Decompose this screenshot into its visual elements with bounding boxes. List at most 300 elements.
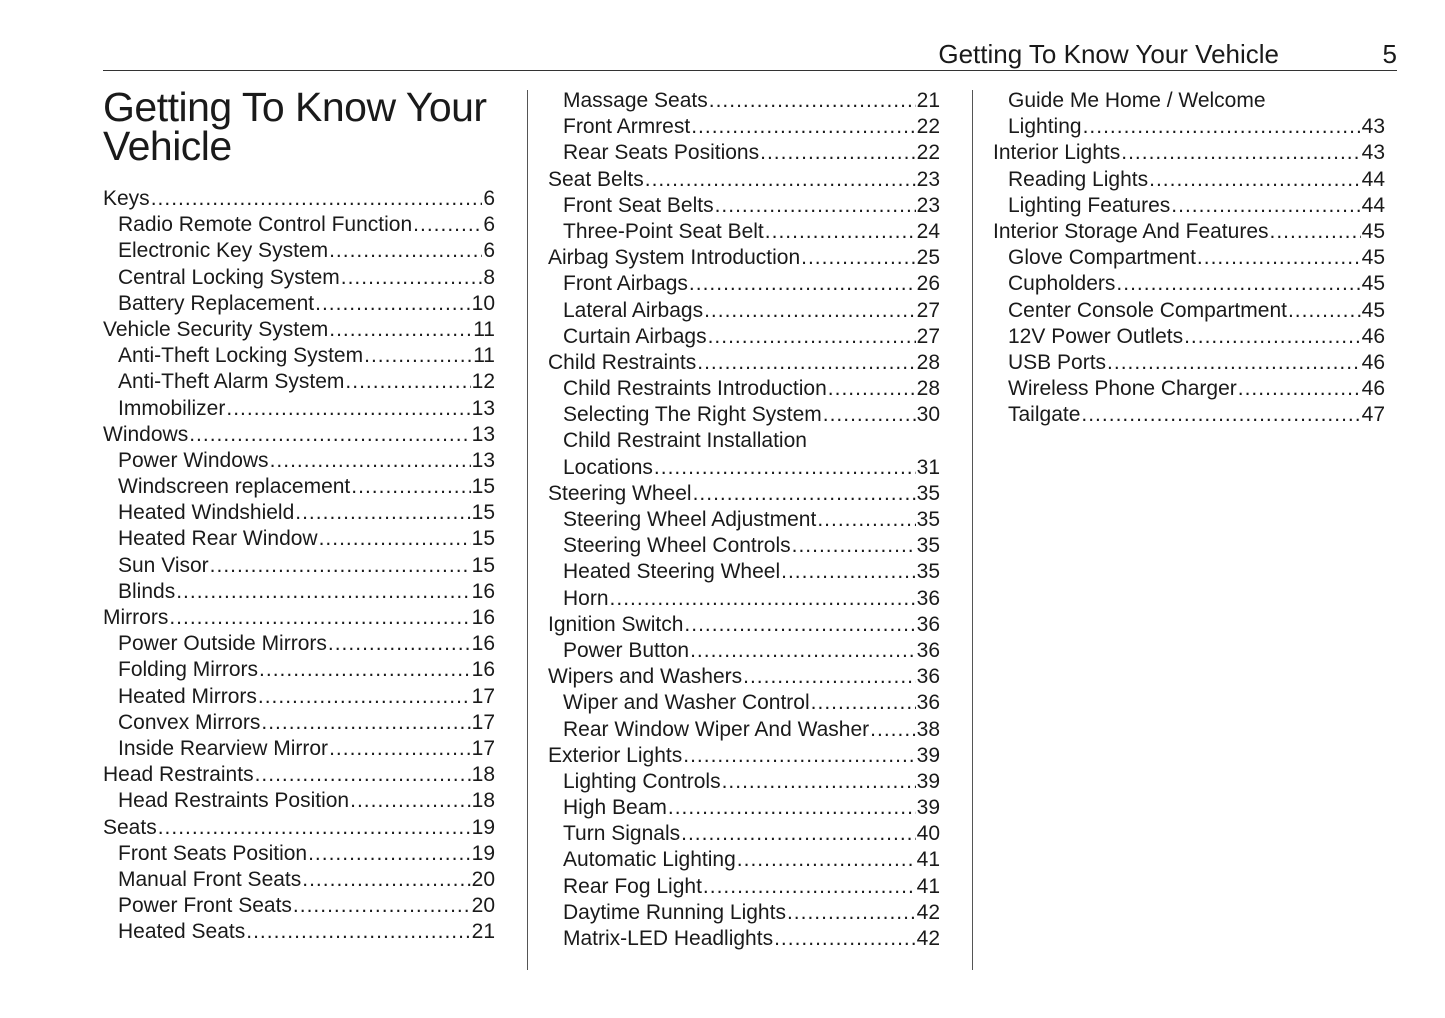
toc-entry-row — [118, 553, 495, 579]
dot-leader — [329, 238, 482, 264]
toc-entry[interactable] — [548, 114, 940, 140]
toc-entry[interactable] — [548, 795, 940, 821]
toc-entry-title: Daytime Running Lights — [563, 900, 786, 924]
toc-entry-row — [1008, 298, 1385, 324]
toc-entry-page: 45 — [1361, 219, 1385, 243]
toc-entry[interactable] — [548, 717, 940, 743]
toc-entry-row — [1008, 114, 1385, 140]
toc-entry[interactable] — [548, 743, 940, 769]
dot-leader — [1238, 376, 1361, 402]
toc-entry-row — [118, 919, 495, 945]
toc-entry-page: 21 — [916, 89, 940, 112]
toc-entry[interactable] — [103, 343, 495, 369]
dot-leader — [329, 736, 471, 762]
toc-entry-title: Radio Remote Control Function — [118, 213, 413, 237]
toc-entry-page: 20 — [471, 867, 495, 891]
dot-leader — [693, 481, 916, 507]
toc-entry-page: 15 — [471, 553, 495, 577]
toc-entry[interactable] — [548, 271, 940, 297]
toc-entry-row — [563, 926, 940, 952]
dot-leader — [270, 448, 471, 474]
toc-entry[interactable] — [103, 553, 495, 579]
toc-entry-row — [118, 238, 495, 264]
toc-entry-page: 13 — [471, 422, 495, 446]
dot-leader — [158, 815, 471, 841]
toc-entry[interactable] — [548, 900, 940, 926]
toc-entry-row — [1008, 324, 1385, 350]
toc-entry-title: Turn Signals — [563, 822, 681, 846]
header-title: Getting To Know Your Vehicle — [938, 39, 1279, 69]
toc-entry-row — [548, 664, 940, 690]
toc-entry[interactable] — [993, 271, 1385, 297]
dot-leader — [817, 507, 915, 533]
toc-entry[interactable] — [103, 736, 495, 762]
column-divider — [972, 90, 973, 970]
toc-entry[interactable] — [103, 474, 495, 500]
toc-entry[interactable] — [993, 167, 1385, 193]
toc-entry-row — [118, 343, 495, 369]
toc-entry-page: 16 — [471, 579, 495, 603]
toc-entry-page: 46 — [1361, 377, 1385, 401]
toc-entry-title: Airbag System Introduction — [548, 246, 801, 270]
toc-entry-page: 15 — [471, 527, 495, 551]
toc-entry[interactable] — [103, 657, 495, 683]
toc-entry-row — [563, 324, 940, 350]
toc-entry-title: Child Restraints — [548, 350, 697, 374]
toc-entry[interactable] — [993, 245, 1385, 271]
toc-entry-page: 36 — [916, 612, 940, 636]
toc-entry[interactable] — [548, 847, 940, 873]
toc-entry-title: Heated Rear Window — [118, 527, 318, 551]
toc-entry[interactable] — [103, 710, 495, 736]
toc-entry-title: Automatic Lighting — [563, 848, 736, 872]
dot-leader — [169, 605, 470, 631]
toc-entry-title: Electronic Key System — [118, 239, 329, 263]
toc-entry-title: Front Seats Position — [118, 841, 308, 865]
toc-entry-title: Heated Seats — [118, 920, 246, 944]
toc-entry-page: 35 — [916, 481, 940, 505]
toc-entry[interactable] — [548, 612, 940, 638]
toc-entry-title: Interior Storage And Features — [993, 219, 1269, 243]
dot-leader — [258, 684, 471, 710]
toc-entry-page: 41 — [916, 848, 940, 872]
toc-entry[interactable] — [103, 605, 495, 631]
toc-entry[interactable] — [548, 533, 940, 559]
toc-entry-page: 15 — [471, 501, 495, 525]
dot-leader — [1116, 271, 1360, 297]
toc-entry-title: Locations — [563, 455, 653, 479]
toc-entry-row — [103, 605, 495, 631]
dot-leader — [823, 402, 916, 428]
toc-entry[interactable] — [103, 762, 495, 788]
toc-entry-page: 44 — [1361, 193, 1385, 217]
dot-leader — [259, 657, 471, 683]
toc-entry-title: Anti-Theft Alarm System — [118, 370, 345, 394]
toc-entry-row — [118, 736, 495, 762]
dot-leader — [341, 265, 483, 291]
dot-leader — [351, 474, 470, 500]
toc-entry-title: Head Restraints — [103, 763, 254, 787]
dot-leader — [722, 769, 916, 795]
toc-entry-page: 17 — [471, 710, 495, 734]
toc-entry-title: Inside Rearview Mirror — [118, 736, 329, 760]
toc-entry-row — [563, 638, 940, 664]
toc-entry-page: 8 — [483, 265, 495, 289]
toc-entry[interactable] — [548, 402, 940, 428]
dot-leader — [691, 114, 915, 140]
toc-entry[interactable] — [103, 369, 495, 395]
toc-entry-title: 12V Power Outlets — [1008, 324, 1184, 348]
toc-entry-row — [563, 847, 940, 873]
toc-entry[interactable] — [103, 291, 495, 317]
dot-leader — [715, 193, 916, 219]
toc-entry[interactable] — [993, 193, 1385, 219]
toc-entry[interactable] — [103, 422, 495, 448]
dot-leader — [704, 298, 916, 324]
dot-leader — [1149, 167, 1361, 193]
toc-entry-title: Lighting Controls — [563, 769, 721, 793]
toc-entry[interactable] — [993, 88, 1385, 140]
toc-entry[interactable] — [103, 186, 495, 212]
toc-entry-title: Heated Steering Wheel — [563, 560, 781, 584]
toc-entry[interactable] — [103, 867, 495, 893]
toc-entry-page: 10 — [471, 291, 495, 315]
toc-entry[interactable] — [103, 631, 495, 657]
toc-entry-title: Battery Replacement — [118, 291, 315, 315]
toc-entry-page: 12 — [471, 370, 495, 394]
toc-entry[interactable] — [993, 324, 1385, 350]
dot-leader — [151, 186, 483, 212]
toc-list — [103, 186, 495, 945]
page-number: 5 — [1382, 39, 1397, 69]
toc-column-2 — [548, 88, 940, 970]
toc-entry[interactable] — [548, 821, 940, 847]
toc-entry-title: Windscreen replacement — [118, 475, 351, 499]
toc-entry[interactable] — [548, 88, 940, 114]
toc-entry-row — [118, 867, 495, 893]
toc-entry[interactable] — [548, 193, 940, 219]
dot-leader — [364, 343, 472, 369]
toc-entry-title: Lighting Features — [1008, 193, 1171, 217]
toc-entry[interactable] — [548, 926, 940, 952]
toc-entry-row — [118, 893, 495, 919]
toc-entry-page: 45 — [1361, 246, 1385, 270]
toc-entry-row — [563, 586, 940, 612]
toc-entry[interactable] — [548, 376, 940, 402]
toc-entry-row — [118, 474, 495, 500]
toc-entry-page: 18 — [471, 763, 495, 787]
toc-entry[interactable] — [103, 317, 495, 343]
toc-entry-row — [548, 481, 940, 507]
toc-entry-title: Vehicle Security System — [103, 317, 329, 341]
toc-entry-row — [563, 821, 940, 847]
toc-entry-row — [548, 743, 940, 769]
dot-leader — [1121, 140, 1360, 166]
toc-entry-row — [563, 114, 940, 140]
dot-leader — [226, 396, 470, 422]
toc-entry[interactable] — [548, 481, 940, 507]
toc-entry[interactable] — [993, 140, 1385, 166]
dot-leader — [668, 795, 916, 821]
toc-entry-page: 13 — [471, 448, 495, 472]
toc-entry-title: Child Restraints Introduction — [563, 377, 827, 401]
toc-entry[interactable] — [548, 507, 940, 533]
toc-entry[interactable] — [548, 428, 940, 480]
toc-entry-row — [548, 612, 940, 638]
toc-entry-row — [118, 710, 495, 736]
toc-entry-page: 45 — [1361, 272, 1385, 296]
toc-entry-title: Rear Window Wiper And Washer — [563, 717, 870, 741]
toc-entry-page: 28 — [916, 377, 940, 401]
dot-leader — [189, 422, 470, 448]
toc-entry[interactable] — [548, 690, 940, 716]
toc-entry-title: Power Outside Mirrors — [118, 632, 327, 656]
toc-entry[interactable] — [103, 396, 495, 422]
toc-entry-title: Windows — [103, 422, 189, 446]
dot-leader — [683, 743, 915, 769]
toc-entry-row — [103, 762, 495, 788]
toc-entry-page: 6 — [483, 239, 495, 263]
toc-entry-page: 20 — [471, 894, 495, 918]
toc-entry-page: 36 — [916, 665, 940, 689]
dot-leader — [302, 867, 470, 893]
toc-entry[interactable] — [993, 376, 1385, 402]
dot-leader — [345, 369, 470, 395]
toc-entry-page: 21 — [471, 920, 495, 944]
toc-entry-title: Seat Belts — [548, 167, 644, 191]
toc-entry-row — [118, 841, 495, 867]
toc-entry-row — [103, 317, 495, 343]
toc-entry-page: 11 — [473, 317, 495, 341]
toc-entry[interactable] — [548, 167, 940, 193]
toc-entry[interactable] — [993, 219, 1385, 245]
toc-entry[interactable] — [103, 238, 495, 264]
toc-entry-row — [1008, 271, 1385, 297]
toc-entry-title: Selecting The Right System — [563, 403, 822, 427]
dot-leader — [765, 219, 916, 245]
toc-entry[interactable] — [993, 350, 1385, 376]
toc-entry[interactable] — [103, 448, 495, 474]
toc-entry-row — [563, 193, 940, 219]
toc-entry[interactable] — [548, 219, 940, 245]
dot-leader — [295, 500, 470, 526]
running-header — [103, 38, 1397, 71]
toc-entry-title: Tailgate — [1008, 403, 1081, 427]
toc-entry-page: 39 — [916, 796, 940, 820]
toc-entry-title: Center Console Compartment — [1008, 298, 1287, 322]
toc-entry-page: 18 — [471, 789, 495, 813]
dot-leader — [781, 559, 916, 585]
toc-entry-page: 25 — [916, 246, 940, 270]
toc-entry-row — [118, 526, 495, 552]
toc-entry-row — [103, 186, 495, 212]
toc-entry-title: Matrix-LED Headlights — [563, 927, 774, 951]
toc-entry[interactable] — [103, 919, 495, 945]
toc-entry-row — [993, 140, 1385, 166]
toc-list — [993, 88, 1385, 428]
toc-entry[interactable] — [548, 324, 940, 350]
toc-entry-row — [118, 788, 495, 814]
toc-entry-title: Horn — [563, 586, 609, 610]
toc-entry-page: 6 — [483, 187, 495, 210]
toc-entry-title: Front Seat Belts — [563, 193, 714, 217]
toc-entry-page: 39 — [916, 769, 940, 793]
toc-entry-page: 6 — [483, 213, 495, 237]
dot-leader — [709, 88, 916, 114]
dot-leader — [684, 612, 915, 638]
toc-entry-row — [563, 402, 940, 428]
toc-entry[interactable] — [548, 559, 940, 585]
toc-entry[interactable] — [548, 140, 940, 166]
toc-entry[interactable] — [103, 841, 495, 867]
toc-entry-page: 42 — [916, 927, 940, 951]
dot-leader — [1083, 114, 1361, 140]
toc-entry-page: 11 — [473, 344, 495, 368]
toc-entry[interactable] — [103, 815, 495, 841]
toc-column-3 — [993, 88, 1385, 970]
toc-entry-page: 35 — [916, 508, 940, 532]
toc-entry[interactable] — [548, 874, 940, 900]
toc-entry-row — [118, 657, 495, 683]
toc-entry-title: Glove Compartment — [1008, 246, 1196, 270]
toc-entry-title: Ignition Switch — [548, 612, 684, 636]
toc-entry-row — [118, 291, 495, 317]
toc-entry-title: Power Windows — [118, 448, 269, 472]
toc-entry-title: USB Ports — [1008, 350, 1107, 374]
dot-leader — [737, 847, 916, 873]
toc-entry-page: 19 — [471, 841, 495, 865]
dot-leader — [708, 324, 916, 350]
toc-entry[interactable] — [103, 526, 495, 552]
toc-entry[interactable] — [548, 298, 940, 324]
toc-entry-title: Power Front Seats — [118, 894, 292, 918]
dot-leader — [210, 553, 471, 579]
toc-entry-row — [563, 559, 940, 585]
toc-entry-row — [563, 769, 940, 795]
toc-entry-title: Steering Wheel Adjustment — [563, 508, 817, 532]
toc-entry-row — [563, 271, 940, 297]
dot-leader — [1107, 350, 1361, 376]
toc-entry-page: 39 — [916, 743, 940, 767]
toc-entry-row — [548, 167, 940, 193]
toc-entry[interactable] — [548, 350, 940, 376]
toc-entry-page: 41 — [916, 874, 940, 898]
toc-entry-row — [118, 265, 495, 291]
toc-entry[interactable] — [548, 664, 940, 690]
toc-entry-row — [563, 533, 940, 559]
toc-entry[interactable] — [103, 684, 495, 710]
dot-leader — [811, 690, 916, 716]
dot-leader — [870, 717, 915, 743]
toc-entry-row — [563, 717, 940, 743]
toc-entry-row — [118, 579, 495, 605]
toc-entry-row — [563, 690, 940, 716]
toc-entry-page: 17 — [471, 684, 495, 708]
dot-leader — [610, 586, 916, 612]
toc-entry[interactable] — [103, 893, 495, 919]
dot-leader — [645, 167, 916, 193]
toc-entry-page: 44 — [1361, 167, 1385, 191]
toc-entry-page: 16 — [471, 632, 495, 656]
toc-entry[interactable] — [548, 638, 940, 664]
toc-entry-page: 23 — [916, 167, 940, 191]
toc-entry-row — [548, 245, 940, 271]
toc-entry[interactable] — [103, 500, 495, 526]
toc-entry-title-line1: Guide Me Home / Welcome — [1008, 89, 1266, 112]
toc-entry-page: 43 — [1361, 115, 1385, 139]
toc-entry-title: Seats — [103, 815, 157, 839]
toc-entry-title: Wiper and Washer Control — [563, 691, 810, 715]
dot-leader — [690, 638, 916, 664]
toc-entry-title: Lateral Airbags — [563, 298, 704, 322]
toc-entry-title: Cupholders — [1008, 272, 1116, 296]
toc-entry[interactable] — [548, 245, 940, 271]
dot-leader — [681, 821, 916, 847]
toc-entry-row — [563, 795, 940, 821]
toc-entry-title: Curtain Airbags — [563, 324, 707, 348]
toc-entry-title: Head Restraints Position — [118, 789, 350, 813]
toc-entry-title: Three-Point Seat Belt — [563, 219, 764, 243]
dot-leader — [261, 710, 470, 736]
dot-leader — [1171, 193, 1360, 219]
toc-entry[interactable] — [993, 402, 1385, 428]
dot-leader — [689, 271, 916, 297]
toc-entry-row — [1008, 376, 1385, 402]
dot-leader — [1081, 402, 1360, 428]
toc-entry-title: Keys — [103, 187, 150, 210]
dot-leader — [255, 762, 471, 788]
toc-entry-page: 23 — [916, 193, 940, 217]
toc-entry-page: 38 — [916, 717, 940, 741]
toc-entry[interactable] — [993, 298, 1385, 324]
toc-entry-row — [563, 874, 940, 900]
toc-entry-row — [548, 350, 940, 376]
toc-entry-page: 35 — [916, 560, 940, 584]
toc-entry[interactable] — [103, 788, 495, 814]
toc-entry-title: Heated Windshield — [118, 501, 295, 525]
toc-entry-page: 36 — [916, 638, 940, 662]
toc-entry-page: 30 — [916, 403, 940, 427]
dot-leader — [792, 533, 916, 559]
toc-entry-title: Exterior Lights — [548, 743, 683, 767]
toc-entry-page: 15 — [471, 475, 495, 499]
toc-entry-row — [1008, 167, 1385, 193]
dot-leader — [828, 376, 916, 402]
toc-entry[interactable] — [103, 265, 495, 291]
dot-leader — [743, 664, 916, 690]
toc-entry-page: 27 — [916, 324, 940, 348]
dot-leader — [697, 350, 915, 376]
toc-entry-page: 16 — [471, 606, 495, 629]
toc-entry-row — [118, 369, 495, 395]
toc-entry-page: 46 — [1361, 350, 1385, 374]
dot-leader — [1184, 324, 1361, 350]
toc-entry-page: 17 — [471, 736, 495, 760]
toc-entry-title: Lighting — [1008, 115, 1082, 139]
toc-entry-title: Steering Wheel Controls — [563, 534, 791, 558]
dot-leader — [315, 291, 471, 317]
toc-entry[interactable] — [548, 586, 940, 612]
toc-entry-row — [118, 500, 495, 526]
toc-entry-title: Sun Visor — [118, 553, 209, 577]
toc-entry-title: Front Airbags — [563, 272, 688, 296]
toc-entry[interactable] — [103, 579, 495, 605]
toc-entry-page: 47 — [1361, 403, 1385, 427]
toc-entry-title: Heated Mirrors — [118, 684, 257, 708]
toc-entry-page: 22 — [916, 115, 940, 139]
toc-entry[interactable] — [548, 769, 940, 795]
toc-entry[interactable] — [103, 212, 495, 238]
